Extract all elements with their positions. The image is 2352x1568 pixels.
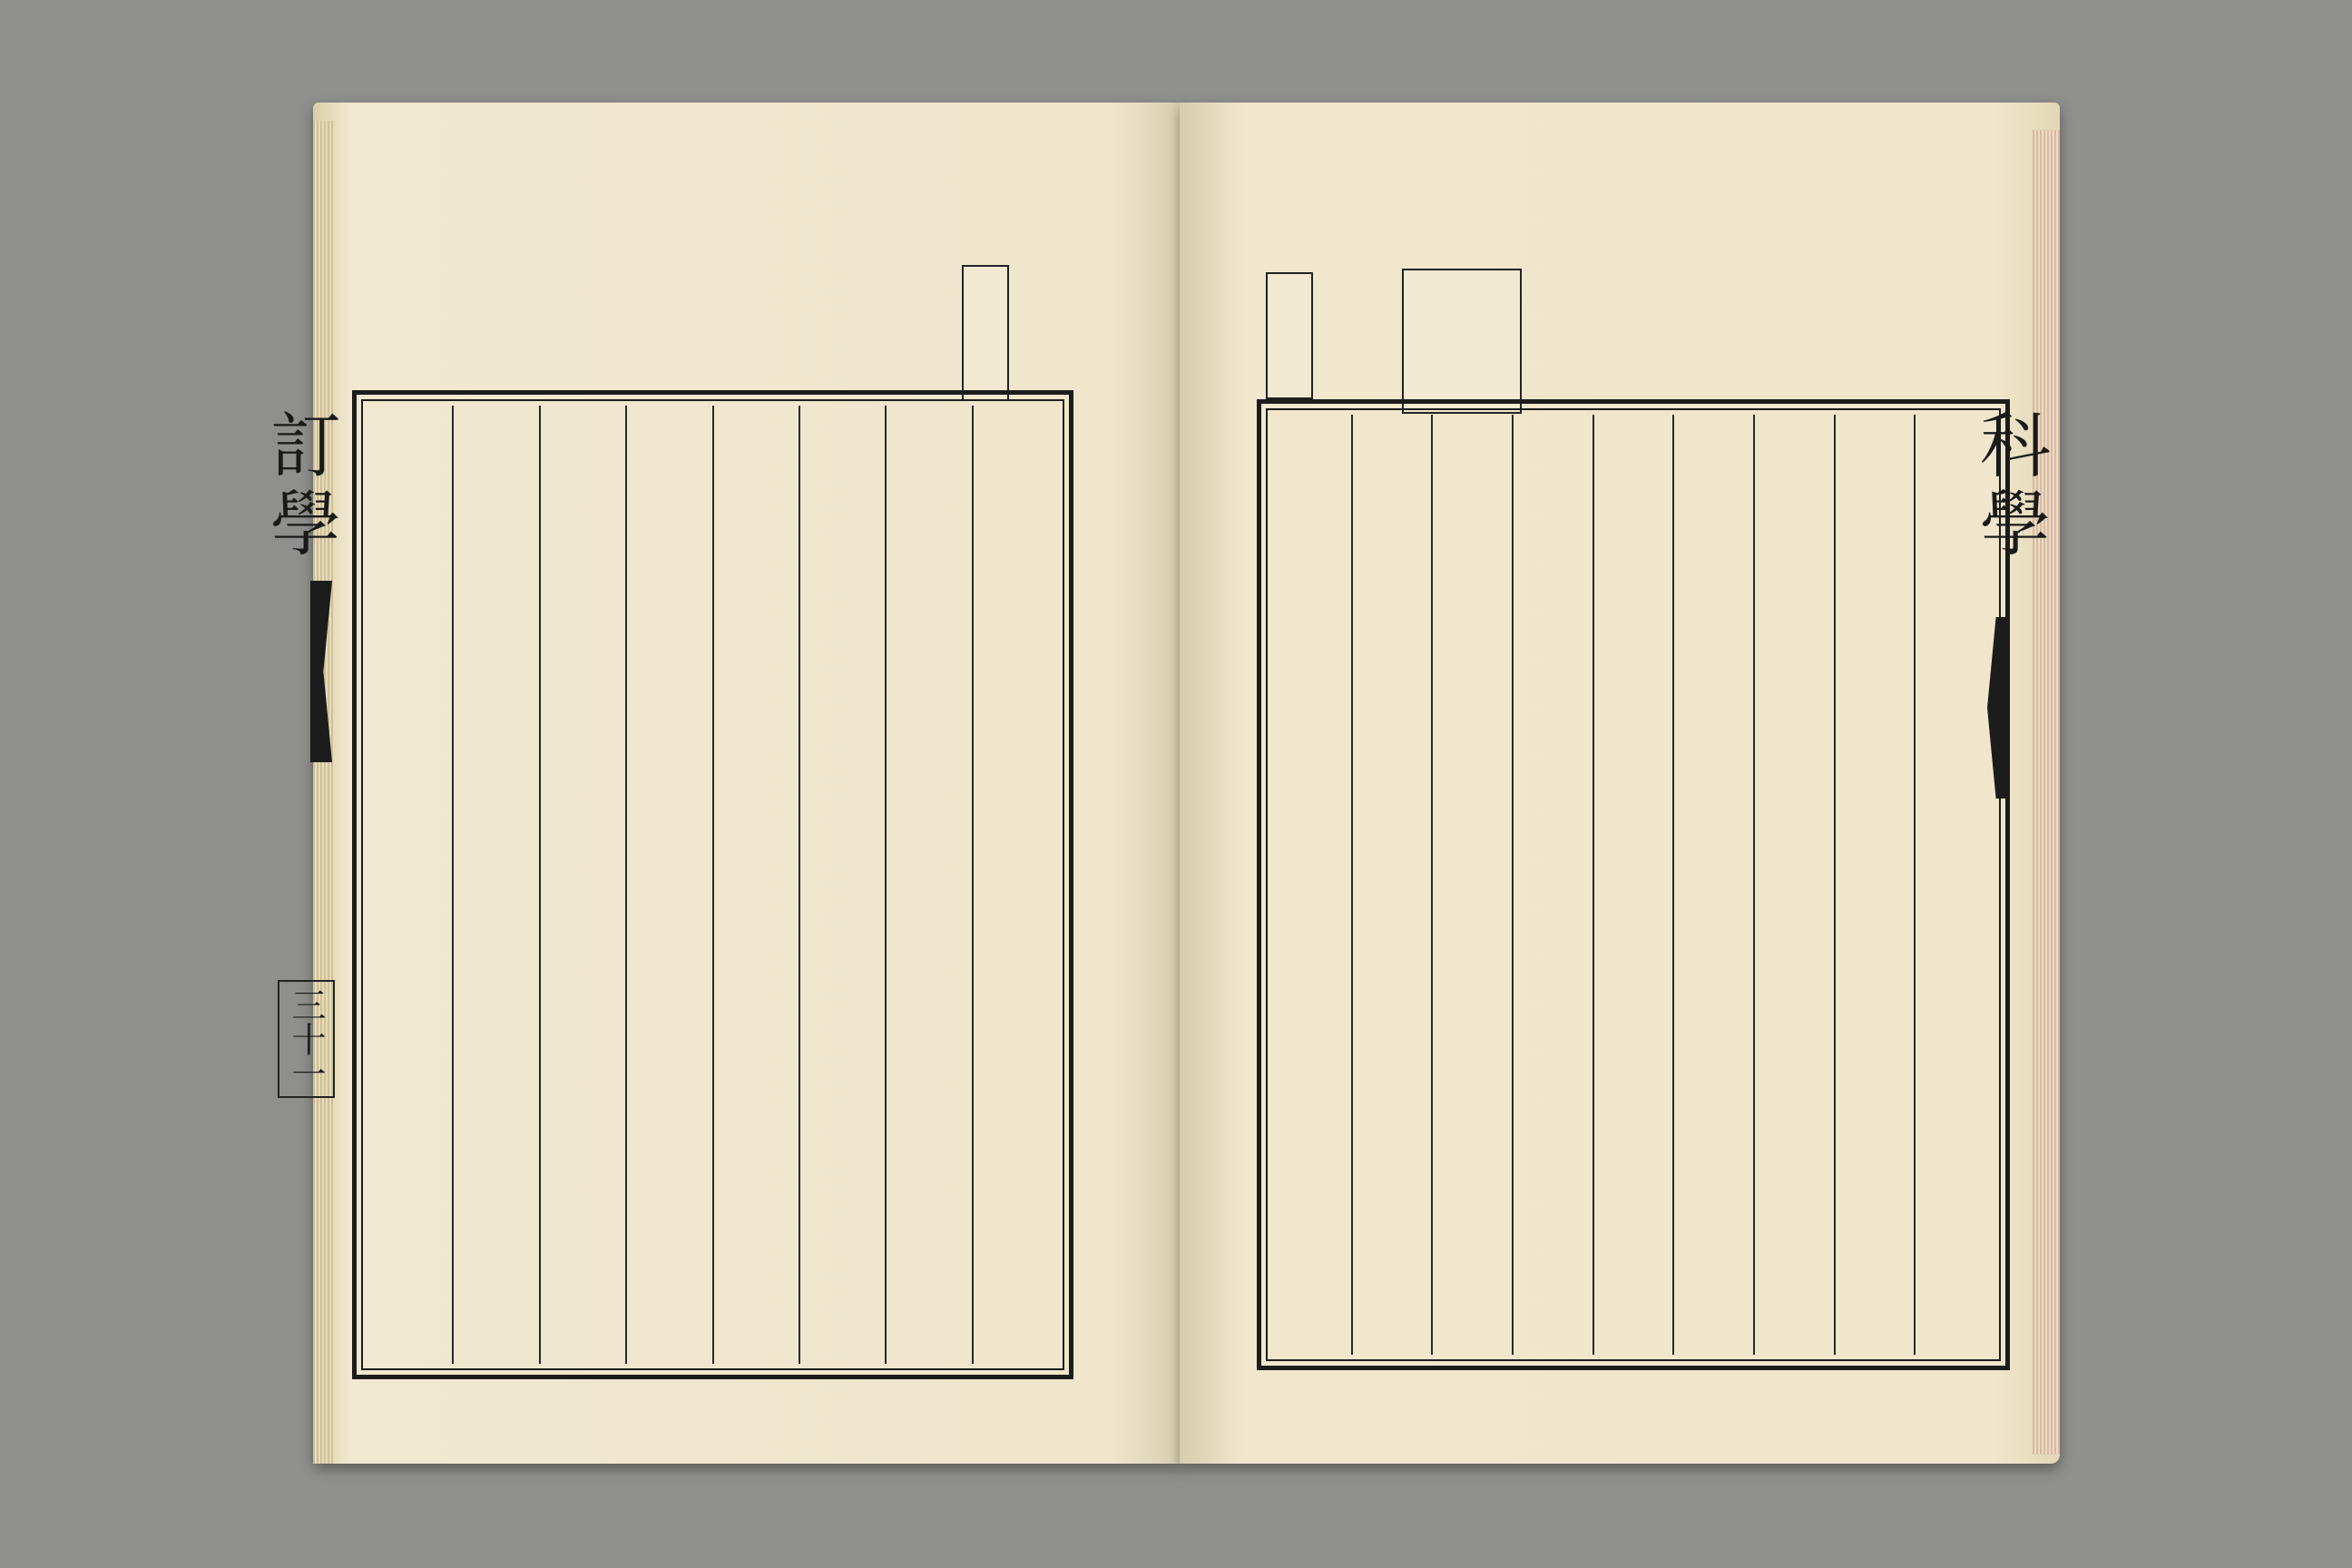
text-column <box>1431 415 1512 1355</box>
header-note-left <box>962 265 1009 401</box>
text-column <box>712 406 799 1364</box>
text-column <box>1272 415 1351 1355</box>
text-column <box>625 406 711 1364</box>
page-number: 三十一 <box>278 980 335 1098</box>
text-column <box>1592 415 1673 1355</box>
text-column <box>539 406 625 1364</box>
text-column <box>799 406 885 1364</box>
right-margin <box>1951 399 2050 780</box>
text-column <box>1512 415 1592 1355</box>
fishtail-mark <box>1987 617 2009 799</box>
left-gutter <box>221 390 353 1370</box>
header-note-right-2 <box>1402 269 1522 414</box>
text-column <box>1834 415 1915 1355</box>
text-column <box>885 406 971 1364</box>
text-column <box>452 406 538 1364</box>
book-title-mark: 訂學 <box>259 408 340 564</box>
text-column <box>972 406 1058 1364</box>
text-column <box>1351 415 1432 1355</box>
fishtail-mark <box>310 581 332 762</box>
text-column <box>1753 415 1834 1355</box>
text-column <box>368 406 452 1364</box>
left-text-frame <box>352 390 1073 1379</box>
page-edge-right <box>2033 130 2060 1455</box>
book-title-mark: 科學 <box>1968 408 2050 564</box>
text-column <box>1672 415 1753 1355</box>
right-text-frame <box>1257 399 2010 1370</box>
header-note-right-1 <box>1266 272 1313 399</box>
